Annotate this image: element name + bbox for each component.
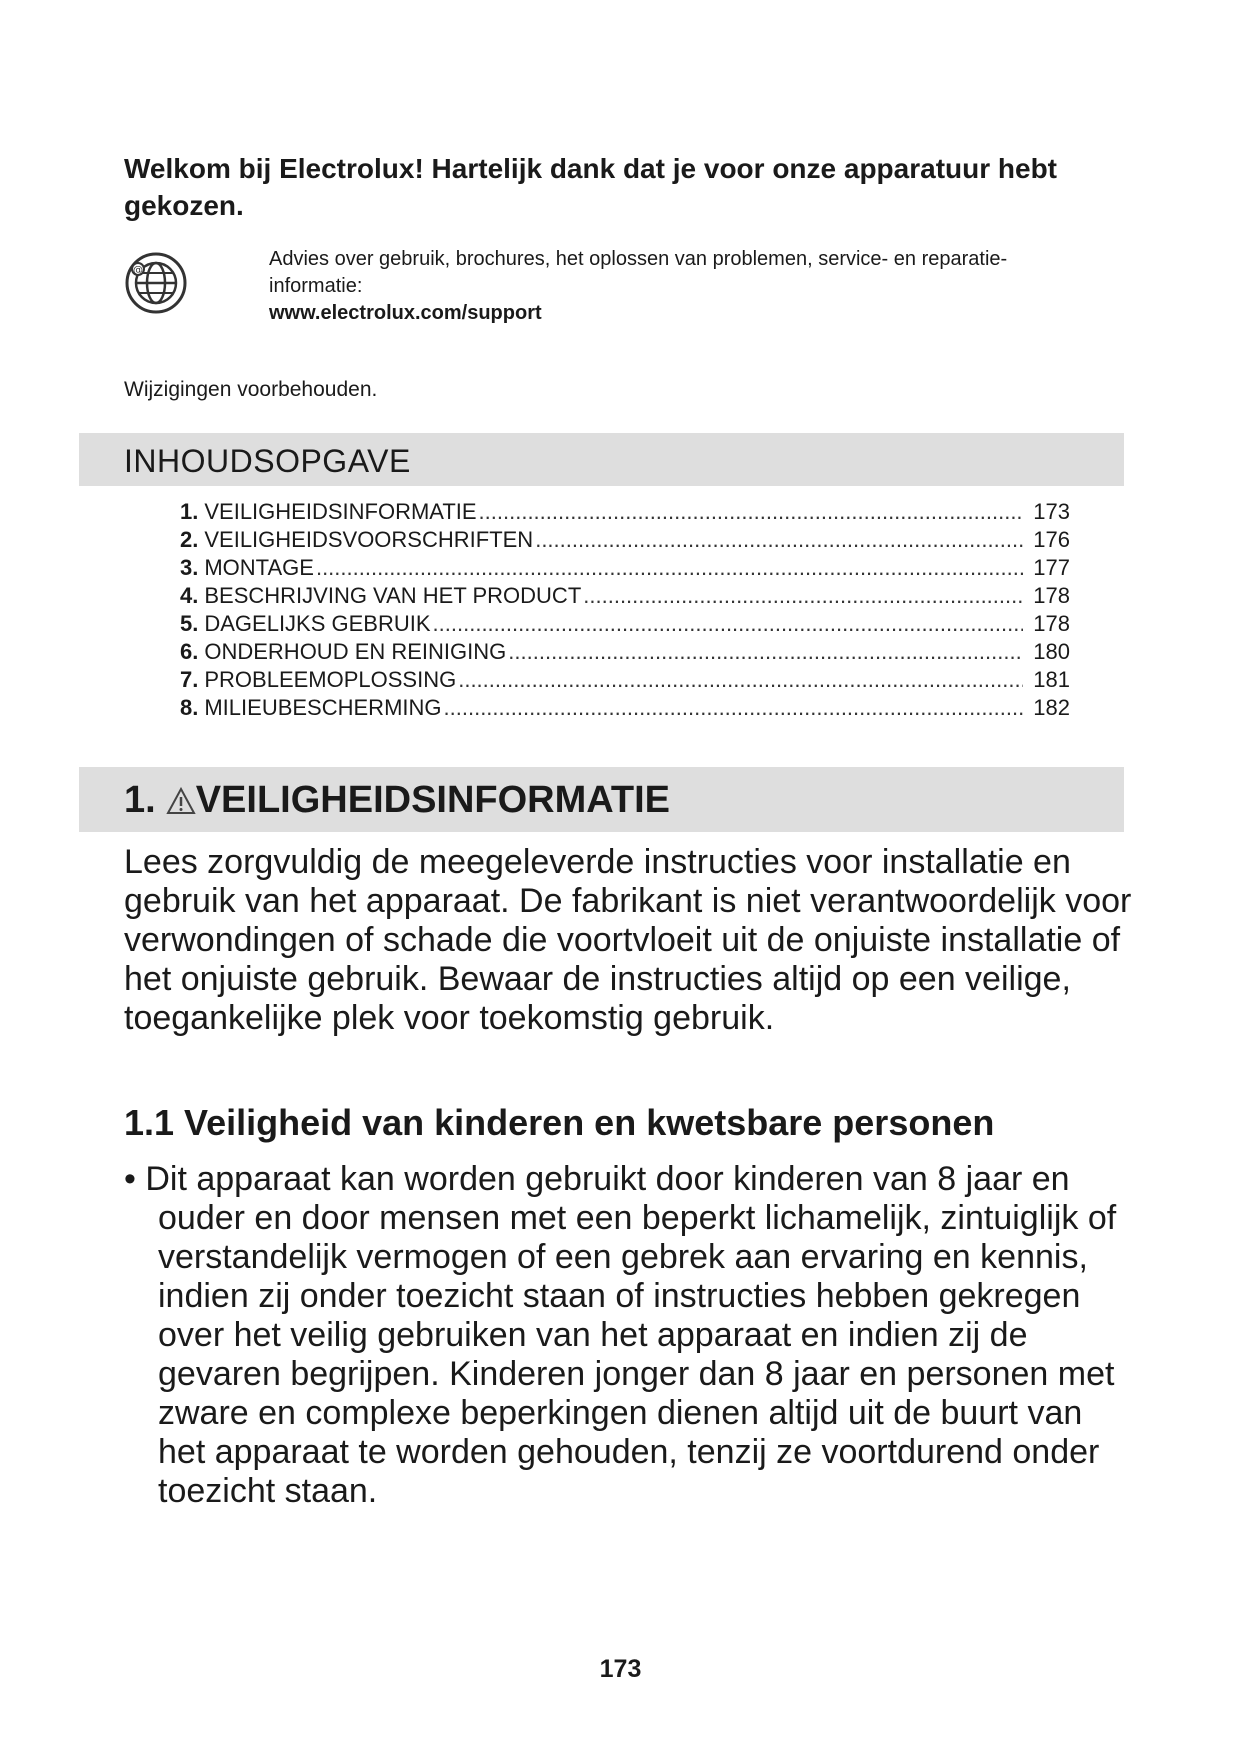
toc-item-label: ONDERHOUD EN REINIGING	[204, 639, 507, 664]
toc-item-number: 2.	[180, 527, 199, 552]
toc-leader-dots	[433, 610, 1023, 638]
toc-item-number: 3.	[180, 555, 199, 580]
toc-leader-dots	[583, 582, 1023, 610]
page-number: 173	[599, 1655, 642, 1683]
toc-list	[180, 498, 1070, 722]
svg-text:@: @	[133, 265, 143, 276]
support-block	[124, 246, 1124, 326]
toc-item-label: DAGELIJKS GEBRUIK	[204, 611, 431, 636]
intro-paragraph: Lees zorgvuldig de meegeleverde instructies voor installatie en gebruik van het apparaat. De fabrikant is niet verantwoordelijk voor verwondingen of schade die voortvloeit uit de onjuiste installatie of het onjuiste gebruik. Bewaar de instructies altijd op een veilige, toegankelijke plek voor toekomstig gebruik.	[124, 843, 1132, 1037]
section-number: 1.	[124, 779, 156, 821]
toc-header-bar	[79, 433, 1124, 486]
toc-leader-dots	[508, 638, 1023, 666]
globe-icon	[124, 251, 188, 315]
section-heading	[124, 779, 670, 822]
toc-item[interactable]	[180, 638, 1070, 666]
toc-item[interactable]	[180, 582, 1070, 610]
toc-leader-dots	[479, 498, 1023, 526]
toc-leader-dots	[444, 694, 1023, 722]
toc-item[interactable]	[180, 694, 1070, 722]
welcome-heading: Welkom bij Electrolux! Hartelijk dank dat je voor onze apparatuur hebt gekozen.	[124, 153, 1058, 221]
toc-item-page: 177	[1033, 555, 1070, 580]
toc-item-label: MILIEUBESCHERMING	[204, 695, 442, 720]
toc-item[interactable]	[180, 610, 1070, 638]
toc-leader-dots	[458, 666, 1023, 694]
toc-item-number: 4.	[180, 583, 199, 608]
toc-item-number: 1.	[180, 499, 199, 524]
toc-item-page: 178	[1033, 611, 1070, 636]
toc-item[interactable]	[180, 526, 1070, 554]
changes-notice: Wijzigingen voorbehouden.	[124, 378, 378, 401]
support-text-block	[269, 246, 1099, 327]
toc-item-label: MONTAGE	[204, 555, 314, 580]
toc-item-page: 181	[1033, 667, 1070, 692]
toc-item[interactable]	[180, 498, 1070, 526]
toc-item-number: 7.	[180, 667, 199, 692]
toc-item-number: 8.	[180, 695, 199, 720]
toc-item[interactable]	[180, 554, 1070, 582]
toc-item-page: 182	[1033, 695, 1070, 720]
toc-item-page: 173	[1033, 499, 1070, 524]
toc-leader-dots	[535, 526, 1023, 554]
toc-title: INHOUDSOPGAVE	[124, 443, 411, 479]
toc-item-label: PROBLEEMOPLOSSING	[204, 667, 457, 692]
toc-item-number: 5.	[180, 611, 199, 636]
toc-item-page: 176	[1033, 527, 1070, 552]
toc-leader-dots	[316, 554, 1023, 582]
bullet-paragraph: • Dit apparaat kan worden gebruikt door kinderen van 8 jaar en ouder en door mensen met een beperkt lichamelijk, zintuiglijk of verstandelijk vermogen of een gebrek aan ervaring en kennis, indien zij onder toezicht staan of instructies hebben gekregen over het veilig gebruiken van het apparaat en indien zij de gevaren begrijpen. Kinderen jonger dan 8 jaar en personen met zware en complexe beperkingen dienen altijd uit de buurt van het apparaat te worden gehouden, tenzij ze voortdurend onder toezicht staan.	[124, 1160, 1117, 1510]
toc-item-number: 6.	[180, 639, 199, 664]
toc-item[interactable]	[180, 666, 1070, 694]
subsection-heading: 1.1 Veiligheid van kinderen en kwetsbare personen	[124, 1102, 995, 1143]
toc-item-page: 178	[1033, 583, 1070, 608]
toc-item-page: 180	[1033, 639, 1070, 664]
support-link[interactable]: www.electrolux.com/support	[269, 302, 542, 324]
toc-item-label: VEILIGHEIDSVOORSCHRIFTEN	[204, 527, 534, 552]
support-description: Advies over gebruik, brochures, het oplossen van problemen, service- en reparatie-informatie:	[269, 248, 1008, 297]
section-header-bar	[79, 767, 1124, 832]
toc-item-label: BESCHRIJVING VAN HET PRODUCT	[204, 583, 582, 608]
section-title: VEILIGHEIDSINFORMATIE	[195, 779, 671, 821]
toc-item-label: VEILIGHEIDSINFORMATIE	[204, 499, 477, 524]
warning-icon	[166, 787, 196, 815]
